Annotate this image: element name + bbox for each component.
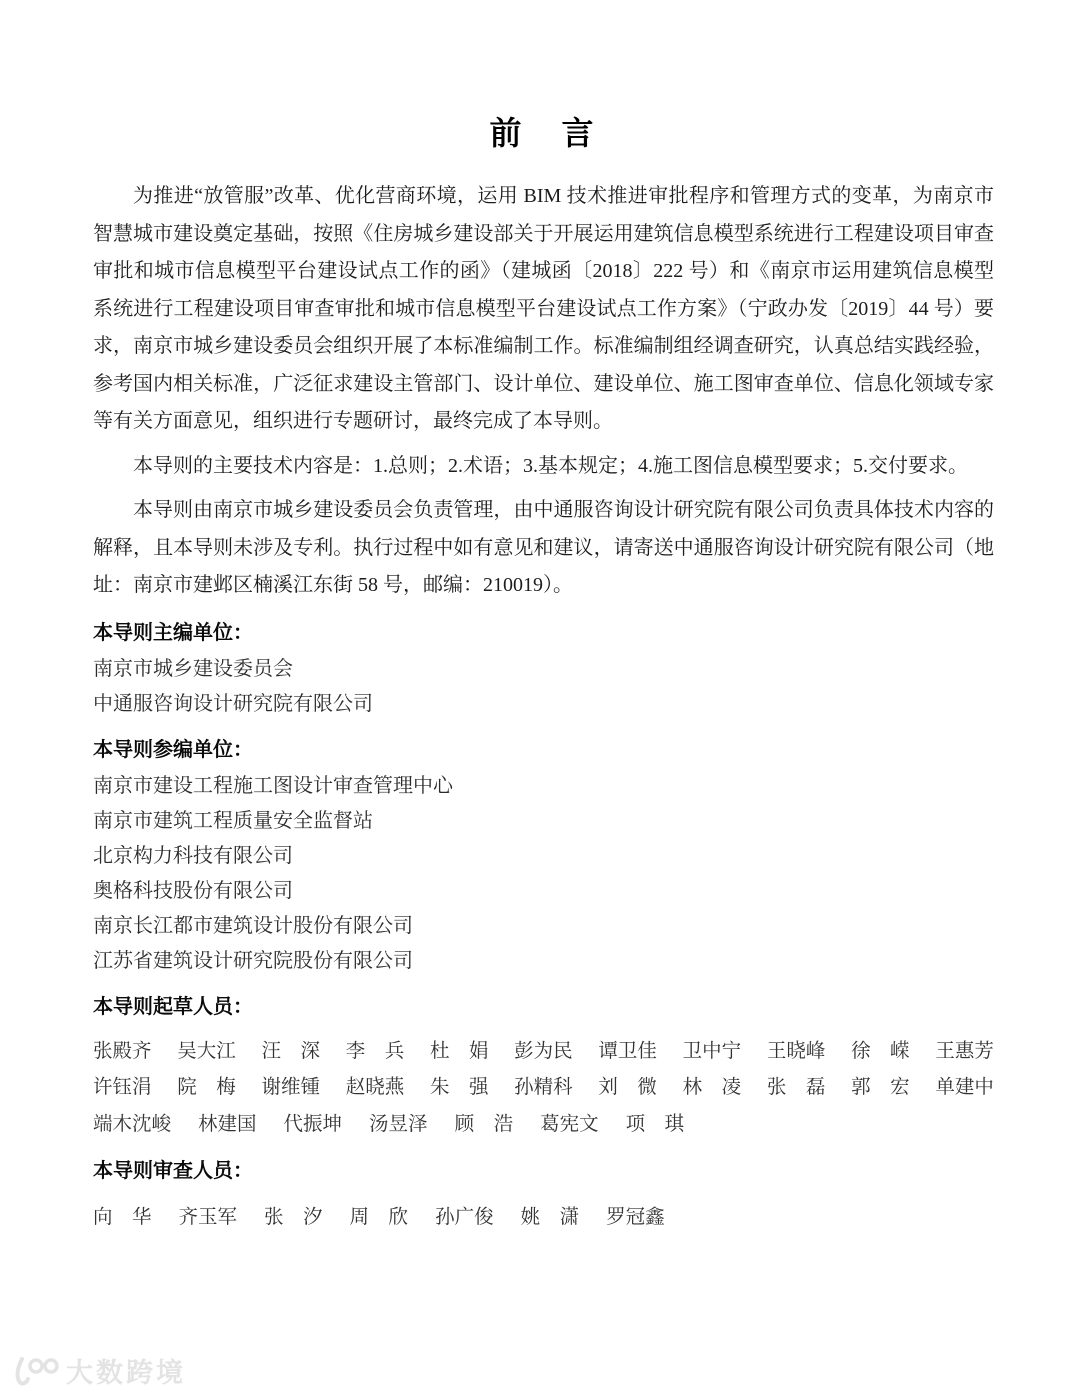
- person-name: 杜 娟: [429, 1040, 489, 1062]
- person-name: 代振坤: [283, 1113, 343, 1135]
- person-name: 谭卫佳: [598, 1040, 657, 1062]
- preface-paragraph-3: 本导则由南京市城乡建设委员会负责管理，由中通服咨询设计研究院有限公司负责具体技术内容的解释，且本导则未涉及专利。执行过程中如有意见和建议，请寄送中通服咨询设计研究院有限公司（地址：南京市建邺区楠溪江东街 58 号，邮编：210019）。: [93, 499, 994, 596]
- person-name: 郭 宏: [851, 1077, 910, 1098]
- drafters-heading: 本导则起草人员：: [93, 995, 253, 1018]
- person-name: 朱 强: [429, 1077, 489, 1098]
- person-name: 刘 微: [598, 1077, 657, 1098]
- preface-paragraph-1: 为推进“放管服”改革、优化营商环境，运用 BIM 技术推进审批程序和管理方式的变革，为南京市智慧城市建设奠定基础，按照《住房城乡建设部关于开展运用建筑信息模型系统进行工程建设项目审查审批和城市信息模型平台建设试点工作的函》（建城函〔2018〕222 号）和《南京市运用建筑信息模型系统进行工程建设项目审查审批和城市信息模型平台建设试点工作方案》（宁政办发〔2019〕44 号）要求，南京市城乡建设委员会组织开展了本标准编制工作。标准编制组经调查研究，认真总结实践经验，参考国内相关标准，广泛征求建设主管部门、设计单位、建设单位、施工图审查单位、信息化领域专家等有关方面意见，组织进行专题研讨，最终完成了本导则。: [93, 185, 994, 432]
- chief-editor-item: 南京市城乡建设委员会: [93, 657, 293, 680]
- co-editor-item: 江苏省建筑设计研究院股份有限公司: [93, 949, 413, 972]
- watermark-100-logo-icon: [12, 1353, 60, 1389]
- chief-editor-item: 中通服咨询设计研究院有限公司: [93, 692, 373, 715]
- reviewers-names: [93, 1200, 994, 1237]
- watermark: [12, 1351, 186, 1390]
- person-name: 项 琪: [625, 1113, 685, 1135]
- person-name: 端木沈峻: [93, 1113, 172, 1135]
- person-name: 院 梅: [177, 1077, 236, 1098]
- person-name: 汤昱泽: [369, 1113, 428, 1135]
- chief-editors-heading: 本导则主编单位：: [93, 621, 253, 644]
- person-name: 孙广俊: [435, 1207, 494, 1228]
- person-name: 谢维锺: [261, 1077, 320, 1098]
- person-name: 赵晓燕: [345, 1077, 405, 1098]
- co-editor-item: 南京市建筑工程质量安全监督站: [93, 809, 373, 832]
- person-name: 罗冠鑫: [606, 1207, 665, 1228]
- co-editor-item: 北京构力科技有限公司: [93, 844, 293, 867]
- co-editor-item: 南京市建设工程施工图设计审查管理中心: [93, 774, 453, 797]
- drafters-row-2: [93, 1070, 994, 1107]
- co-editor-item: 奥格科技股份有限公司: [93, 879, 293, 902]
- person-name: 张殿齐: [93, 1040, 152, 1062]
- person-name: 单建中: [935, 1077, 994, 1098]
- co-editors-heading: 本导则参编单位：: [93, 738, 253, 761]
- person-name: 张 磊: [766, 1077, 826, 1098]
- person-name: 顾 浩: [454, 1113, 514, 1135]
- drafters-row-1: [93, 1034, 994, 1071]
- person-name: 许钰涓: [93, 1077, 152, 1098]
- person-name: 李 兵: [345, 1040, 405, 1062]
- person-name: 林 凌: [682, 1077, 742, 1098]
- page-title: 前 言: [489, 115, 598, 151]
- person-name: 周 欣: [349, 1207, 409, 1228]
- page-content: [93, 0, 994, 1237]
- person-name: 葛宪文: [540, 1113, 599, 1135]
- person-name: 汪 深: [261, 1040, 320, 1062]
- watermark-text: 大数跨境: [66, 1358, 186, 1388]
- person-name: 王惠芳: [935, 1040, 994, 1062]
- drafters-row-3: [93, 1107, 994, 1144]
- reviewers-heading: 本导则审查人员：: [93, 1160, 253, 1182]
- person-name: 吴大江: [177, 1040, 236, 1062]
- drafters-names: [93, 1034, 994, 1144]
- person-name: 彭为民: [514, 1040, 573, 1062]
- person-name: 王晓峰: [766, 1040, 826, 1062]
- person-name: 林建国: [198, 1113, 257, 1135]
- person-name: 孙精科: [514, 1077, 573, 1098]
- person-name: 齐玉军: [178, 1207, 238, 1228]
- person-name: 张 汐: [264, 1207, 323, 1228]
- person-name: 姚 潇: [520, 1207, 580, 1228]
- preface-paragraph-2: 本导则的主要技术内容是：1.总则；2.术语；3.基本规定；4.施工图信息模型要求；5.交付要求。: [133, 454, 968, 477]
- person-name: 卫中宁: [682, 1040, 742, 1062]
- co-editor-item: 南京长江都市建筑设计股份有限公司: [93, 914, 413, 937]
- person-name: 向 华: [93, 1207, 152, 1228]
- person-name: 徐 嵘: [851, 1040, 910, 1062]
